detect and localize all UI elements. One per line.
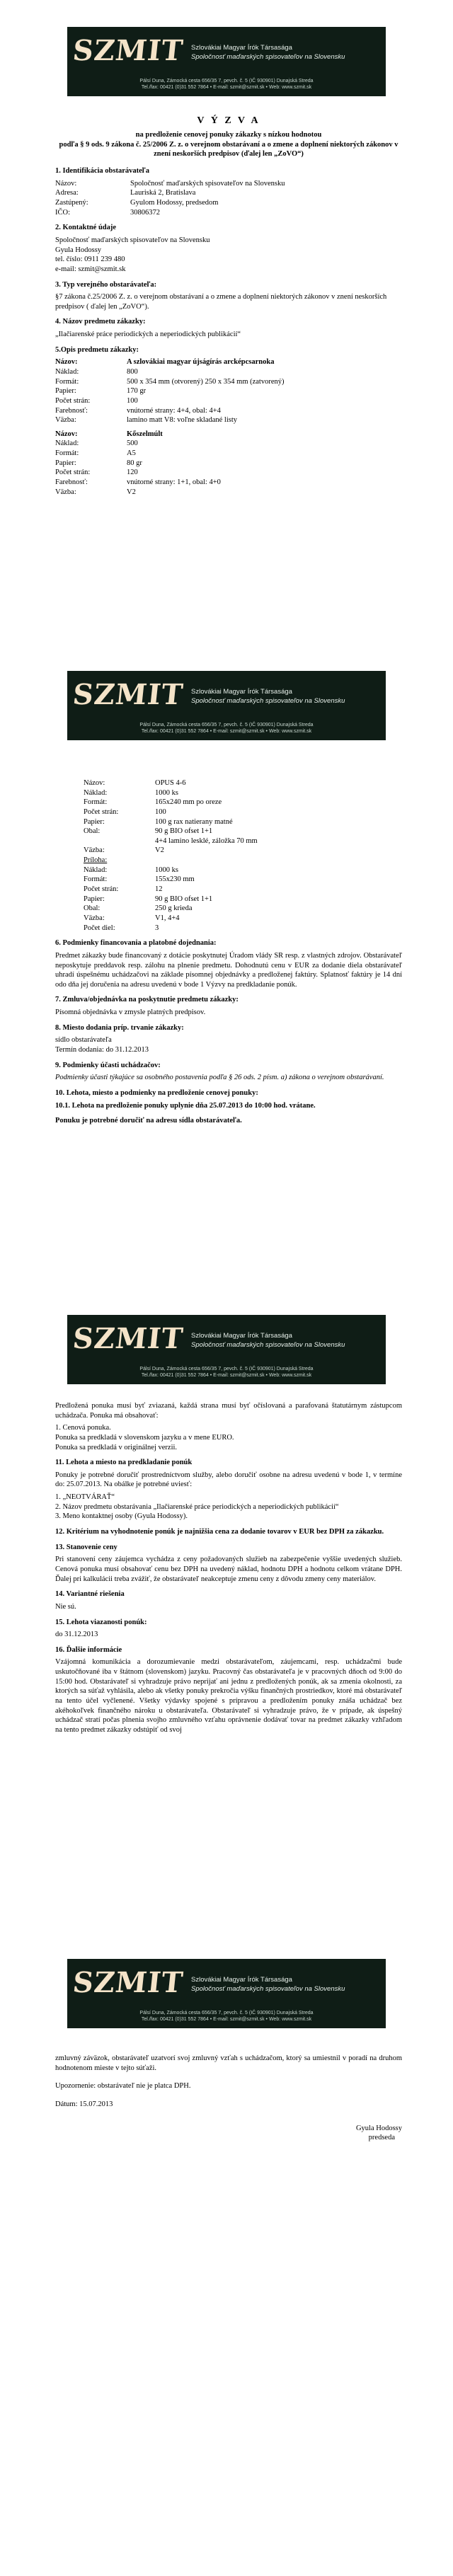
logo: SZMIT [71, 1322, 185, 1355]
org-contact: Tel./fax: 00421 (0)31 552 7864 • E-mail: szmit@szmit.sk • Web: www.szmit.sk [141, 1373, 312, 1379]
section-14-title: 14. Variantné riešenia [55, 1590, 125, 1599]
org-name-sk: Spoločnosť maďarských spisovateľov na Slovensku [191, 52, 345, 61]
page-2 [0, 644, 453, 1288]
letterhead [67, 671, 386, 740]
org-contact: Tel./fax: 00421 (0)31 552 7864 • E-mail: szmit@szmit.sk • Web: www.szmit.sk [141, 85, 312, 91]
org-contact: Tel./fax: 00421 (0)31 552 7864 • E-mail: szmit@szmit.sk • Web: www.szmit.sk [141, 2017, 312, 2023]
org-name-hu: Szlovákiai Magyar Írók Társasága [191, 1332, 292, 1340]
document-title: V Ý Z V A [197, 115, 260, 126]
envelope-items: 1. „NEOTVÁRAŤ“ 2. Názov predmetu obstarávania „Ilačiarenské práce periodických a neperiodických publikácií“ 3. Meno kontaktnej osoby (Gyula Hodossy). [55, 1493, 339, 1521]
section-9-title: 9. Podmienky účasti uchádzačov: [55, 1061, 161, 1069]
signatory-name: Gyula Hodossy [355, 2124, 402, 2132]
vat-note: Upozornenie: obstarávateľ nie je platca DPH. [55, 2082, 191, 2091]
section-12-title: 12. Kritérium na vyhodnotenie ponúk je najnižšia cena za dodanie tovarov v EUR bez DPH za zákazku. [55, 1528, 384, 1536]
letterhead [67, 1959, 386, 2028]
section-15-text: do 31.12.2013 [55, 1631, 98, 1639]
section-1-title: 1. Identifikácia obstarávateľa [55, 167, 149, 176]
section-6-title: 6. Podmienky financovania a platobné dojednania: [55, 939, 217, 948]
page-3 [0, 1288, 453, 1932]
section-16-title: 16. Ďalšie informácie [55, 1645, 122, 1654]
spec-table-2: Názov: Kőszelmúlt Náklad: 500 Formát: A5 Papier: 80 gr Počet strán: 120 Farebnosť: vnútorné strany: 1+1, obal: 4+0 Väzba: V2 [55, 430, 221, 496]
section-7-title: 7. Zmluva/objednávka na poskytnutie predmetu zákazky: [55, 996, 239, 1004]
page-1 [0, 0, 453, 644]
org-address: Pálsí Duna, Zámocká cesta 656/35 7, pevch. č. 5 (IČ 930901) Dunajská Streda [139, 723, 314, 728]
section-11-title: 11. Lehota a miesto na predkladanie ponúk [55, 1459, 193, 1467]
org-name-hu: Szlovákiai Magyar Írók Társasága [191, 44, 292, 52]
section-6-text: Predmet zákazky bude financovaný z dotácie poskytnutej Úradom vlády SR resp. z vlastných zdrojov. Obstarávateľ neposkytuje preddavok resp. zálohu na plnenie predmetu. Dohodnutú cenu v EUR za dodanie diela obstarávateľ uhradí úspešnému uchádzačovi na základe písomnej objednávky a predloženej faktúry. Splatnosť faktúry je 14 dní odo dňa jej doručenia na adresu uvedenú v bode 1 Výzvy na predkladanie ponúk. [55, 951, 402, 989]
org-contact: Tel./fax: 00421 (0)31 552 7864 • E-mail: szmit@szmit.sk • Web: www.szmit.sk [141, 729, 312, 735]
org-name-sk: Spoločnosť maďarských spisovateľov na Slovensku [191, 696, 345, 705]
signature-block [55, 2124, 402, 2143]
section-9-text: Podmienky účasti týkajúce sa osobného postavenia podľa § 26 ods. 2 písm. a) zákona o verejnom obstarávaní. [55, 1074, 384, 1082]
logo: SZMIT [71, 34, 185, 67]
section-3-title: 3. Typ verejného obstarávateľa: [55, 280, 157, 289]
section-13-text: Pri stanovení ceny záujemca vychádza z ceny požadovaných služieb na zabezpečenie vyššie uvedených služieb. Cenová ponuka musí obsahovať cenu bez DPH na uvedený náklad, hodnotu DPH a hodnotu celkom vrátane DPH. Ďalej pri kalkulácii treba zvážiť, že obstarávateľ neakceptuje zmenu ceny z dôvodu zmeny ceny materiálov. [55, 1556, 402, 1583]
org-name-hu: Szlovákiai Magyar Írók Társasága [191, 688, 292, 696]
section-10-1-text: 10.1. Lehota na predloženie ponuky uplynie dňa 25.07.2013 do 10:00 hod. vrátane. [55, 1101, 316, 1110]
org-address: Pálsí Duna, Zámocká cesta 656/35 7, pevch. č. 5 (IČ 930901) Dunajská Streda [139, 2011, 314, 2016]
org-name-sk: Spoločnosť maďarských spisovateľov na Slovensku [191, 1984, 345, 1993]
offer-intro: Predložená ponuka musí byť zviazaná, každá strana musí byť očíslovaná a parafovaná štatutárnym zástupcom uchádzača. Ponuka má obsahovať: [55, 1402, 402, 1420]
section-16-text: Vzájomná komunikácia a dorozumievanie medzi obstarávateľom, záujemcami, resp. uchádzačmi bude uskutočňované iba v štátnom (slovenskom) jazyku. Pracovný čas obstarávateľa je v pracovných dňoch od 9:00 do 15:00 hod. Obstarávateľ si vyhradzuje právo neprijať ani jednu z predložených ponúk, ak sa zmenia okolnosti, za ktorých sa súťaž vyhlásila, alebo ak všetky ponuky prekročia výšku finančných prostriedkov, ktoré má obstarávateľ na tento účel vyčlenené. Všetky výdavky spojené s prípravou a predložením ponuky znáša uchádzač bez akéhokoľvek finančného nároku u obstarávateľa. Obstarávateľ si vyhradzuje právo, že v prípade, ak úspešný uchádzač stratí počas plnenia svojho zmluvného vzťahu oprávnenie dodávať tovar na predmet zákazky vzhľadom na tento predmet zákazky odstúpiť od svoj [55, 1658, 402, 1734]
section-3-text: §7 zákona č.25/2006 Z. z. o verejnom obstarávaní a o zmene a doplnení niektorých zákonov v znení neskorších predpisov ( ďalej len „ZoVO“). [55, 293, 387, 311]
section-14-text: Nie sú. [55, 1602, 76, 1611]
signatory-role: predseda [368, 2134, 395, 2142]
section-13-title: 13. Stanovenie ceny [55, 1543, 117, 1551]
spec-table-3: Názov: OPUS 4-6 Náklad: 1000 ks Formát: 165x240 mm po oreze Počet strán: 100 Papier: 100 g rax natierany matné Obal: 90 g BIO ofset 1+1 4+4 lamino lesklé, záložka 70 mm Väzba: V2 Príloha: Náklad: 1000 ks Formát: 155x230 mm Počet strán: 12 Papier: 90 g BIO ofset 1+1 Obal: 250 g krieda Väzba: V1, 4+4 Počet diel: 3 [84, 779, 258, 932]
section-8-title: 8. Miesto dodania príp. trvanie zákazky: [55, 1023, 184, 1032]
letterhead [67, 27, 386, 96]
section-15-title: 15. Lehota viazanosti ponúk: [55, 1618, 147, 1626]
document-subtitle: na predloženie cenovej ponuky zákazky s nízkou hodnotou podľa § 9 ods. 9 zákona č. 25/2006 Z. z. o verejnom obstarávaní a o zmene a doplnení niektorých zákonov v znení neskorších predpisov (ďalej len „ZoVO“) [59, 131, 398, 159]
section-4-title: 4. Názov predmetu zákazky: [55, 318, 146, 326]
section-8-text: sídlo obstarávateľa Termín dodania: do 31.12.2013 [55, 1036, 149, 1054]
offer-contents-list: 1. Cenová ponuka. Ponuka sa predkladá v slovenskom jazyku a v mene EURO. Ponuka sa predkladá v originálnej verzii. [55, 1424, 234, 1451]
org-name-sk: Spoločnosť maďarských spisovateľov na Slovensku [191, 1340, 345, 1349]
contracting-authority-table: Názov: Spoločnosť maďarských spisovateľov na Slovensku Adresa: Lauriská 2, Bratislava Zastúpený: Gyulom Hodossy, predsedom IČO: 30806372 [55, 179, 285, 217]
org-address: Pálsí Duna, Zámocká cesta 656/35 7, pevch. č. 5 (IČ 930901) Dunajská Streda [139, 79, 314, 84]
section-2-title: 2. Kontaktné údaje [55, 224, 117, 232]
contact-block: Spoločnosť maďarských spisovateľov na Slovensku Gyula Hodossy tel. číslo: 0911 239 480 e-mail: szmit@szmit.sk [55, 236, 210, 273]
spec-table-1: Názov: A szlovákiai magyar újságírás arcképcsarnoka Náklad: 800 Formát: 500 x 354 mm (otvorený) 250 x 354 mm (zatvorený) Papier: 170 gr Počet strán: 100 Farebnosť: vnútorné strany: 4+4, obal: 4+4 Väzba: lamino matt V8: voľne skladané listy [55, 358, 285, 425]
section-10-title: 10. Lehota, miesto a podmienky na predloženie cenovej ponuky: [55, 1088, 258, 1097]
logo: SZMIT [71, 1966, 185, 1999]
letterhead [67, 1315, 386, 1384]
org-name-hu: Szlovákiai Magyar Írók Társasága [191, 1976, 292, 1984]
org-address: Pálsí Duna, Zámocká cesta 656/35 7, pevch. č. 5 (IČ 930901) Dunajská Streda [139, 1367, 314, 1372]
logo: SZMIT [71, 678, 185, 711]
page-4 [0, 1932, 453, 2576]
document-date: Dátum: 15.07.2013 [55, 2100, 113, 2108]
section-7-text: Písomná objednávka v zmysle platných predpisov. [55, 1008, 206, 1017]
continuation-text: zmluvný záväzok, obstarávateľ uzatvorí svoj zmluvný vzťah s uchádzačom, ktorý sa umiestnil v poradí na druhom hodnotenom mieste v tejto súťaži. [55, 2054, 402, 2072]
section-4-text: „Ilačiarenské práce periodických a neperiodických publikácií“ [55, 330, 241, 339]
section-5-title: 5.Opis predmetu zákazky: [55, 345, 139, 354]
section-10-2-text: Ponuku je potrebné doručiť na adresu sídla obstarávateľa. [55, 1117, 242, 1125]
section-11-text: Ponuky je potrebné doručiť prostredníctvom služby, alebo doručiť osobne na adresu uvedenú v bode 1, v termíne do: 25.07.2013. Na obálke je potrebné uviesť: [55, 1471, 402, 1489]
